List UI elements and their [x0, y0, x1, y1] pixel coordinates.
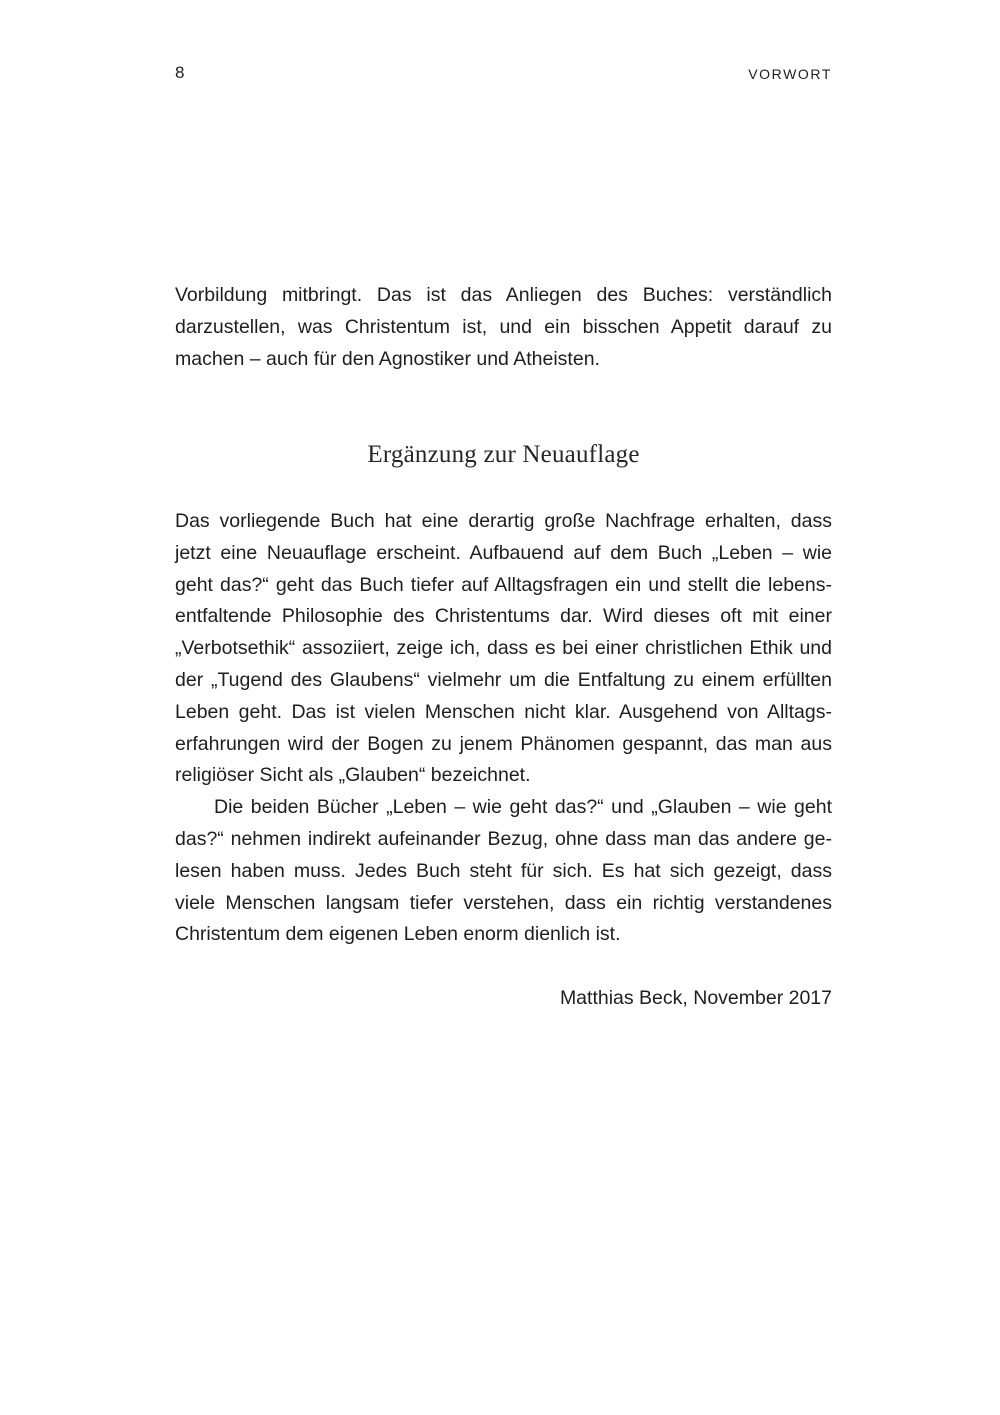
section-heading: Ergänzung zur Neuauflage	[367, 441, 640, 468]
intro-text-block	[175, 280, 832, 375]
intro-paragraph: Vorbildung mitbringt. Das ist das Anliegen des Buches: verständlich darzustellen, was Christentum ist, und ein bisschen Appetit darauf zu machen – auch für den Agnostiker und Atheisten.	[175, 284, 832, 370]
author-signature-line: Matthias Beck, November 2017	[559, 987, 832, 1009]
section-paragraph-2: Die beiden Bücher „Leben – wie geht das?“ und „Glauben – wie geht das?“ nehmen indirekt aufeinander Bezug, ohne dass man das andere gelesen haben muss. Jedes Buch steht für sich. Es hat sich gezeigt, dass viele Menschen langsam tiefer verstehen, dass ein richtig verstandenes Christentum dem eigenen Leben enorm dienlich ist.	[175, 796, 832, 946]
section-text-block	[175, 506, 832, 951]
running-head: VORWORT	[748, 66, 832, 82]
section-paragraph-1: Das vorliegende Buch hat eine derartig große Nachfrage erhalten, dass jetzt eine Neuauflage erscheint. Aufbauend auf dem Buch „Leben – wie geht das?“ geht das Buch tiefer auf Alltagsfragen ein und stellt die lebensentfaltende Philosophie des Christentums dar. Wird dieses oft mit einer „Verbotsethik“ assoziiert, zeige ich, dass es bei einer christlichen Ethik und der „Tugend des Glaubens“ vielmehr um die Entfaltung zu einem erfüllten Leben geht. Das ist vielen Menschen nicht klar. Ausgehend von Alltagserfahrungen wird der Bogen zu jenem Phänomen gespannt, das man aus religiöser Sicht als „Glauben“ bezeichnet.	[175, 510, 832, 787]
page-number: 8	[175, 63, 185, 82]
